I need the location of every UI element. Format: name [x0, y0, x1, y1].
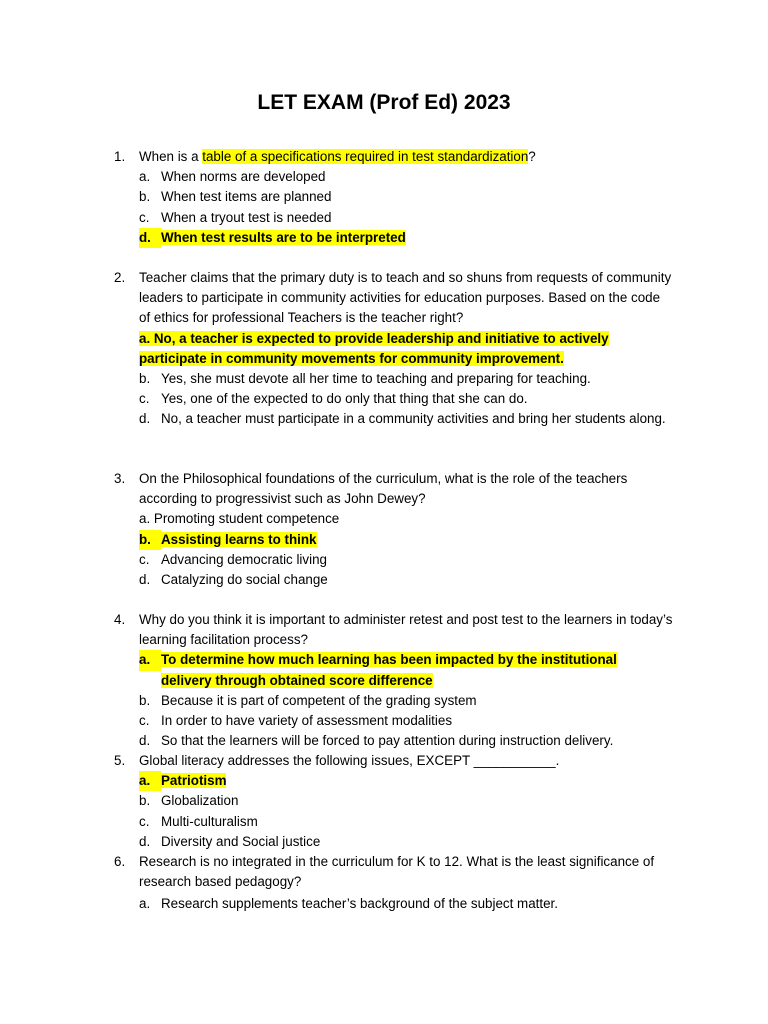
option-a-answer: a. Patriotism [139, 771, 674, 791]
highlighted-answer: Patriotism [161, 773, 227, 789]
question-text: Research is no integrated in the curriculum for K to 12. What is the least significance of research based pedagogy? [139, 854, 655, 890]
option-c: c. When a tryout test is needed [139, 209, 332, 225]
option-a: a. When norms are developed [139, 169, 326, 185]
question-text: When is a table of a specifications required in test standardization? [139, 149, 536, 164]
option-a-answer [139, 329, 674, 369]
highlighted-answer-line-2: delivery through obtained score difference [161, 672, 433, 688]
question-text: Global literacy addresses the following issues, EXCEPT ___________. [139, 753, 560, 768]
highlighted-answer: Assisting learns to think [161, 531, 317, 547]
option-c: c. In order to have variety of assessment modalities [139, 713, 453, 729]
option-d: d. Catalyzing do social change [139, 572, 328, 588]
question-5 [114, 751, 674, 852]
option-b: b. Yes, she must devote all her time to teaching and preparing for teaching. [139, 371, 591, 387]
option-c: c. Advancing democratic living [139, 551, 327, 567]
question-text: On the Philosophical foundations of the curriculum, what is the role of the teachers according to progressivist such as John Dewey? [139, 471, 628, 507]
question-3 [114, 469, 674, 590]
question-text: Why do you think it is important to administer retest and post test to the learners in today’s learning facilitation process? [139, 612, 673, 648]
option-b: b. Because it is part of competent of the grading system [139, 692, 477, 708]
highlighted-text: table of a specifications required in test standardization [202, 149, 529, 164]
option-d: d. No, a teacher must participate in a community activities and bring her students along. [139, 411, 666, 427]
question-number: 5. [114, 753, 126, 768]
question-number: 2. [114, 270, 126, 285]
question-text: Teacher claims that the primary duty is to teach and so shuns from requests of community leaders to participate in community activities for education purposes. Based on the code of ethics for professional Teachers is the teacher right? [139, 270, 672, 326]
option-c: c. Multi-culturalism [139, 813, 258, 829]
question-number: 1. [114, 149, 126, 164]
option-d-answer: d. When test results are to be interpreted [139, 228, 674, 248]
option-a: a. Research supplements teacher’s background of the subject matter. [139, 896, 558, 912]
page-title: LET EXAM (Prof Ed) 2023 [257, 91, 511, 114]
question-6 [114, 852, 674, 915]
highlighted-answer-line-1: To determine how much learning has been impacted by the institutional [161, 652, 617, 668]
option-a: a. Promoting student competence [139, 511, 340, 527]
question-1 [114, 147, 674, 248]
option-b: b. When test items are planned [139, 189, 332, 205]
option-c: c. Yes, one of the expected to do only that thing that she can do. [139, 391, 528, 407]
question-number: 6. [114, 854, 126, 869]
option-b-answer: b. Assisting learns to think [139, 530, 674, 550]
highlighted-answer-line-1: a. No, a teacher is expected to provide leadership and initiative to actively [139, 330, 609, 346]
question-number: 4. [114, 612, 126, 627]
highlighted-answer-line-2: participate in community movements for community improvement. [139, 350, 564, 366]
option-a-answer: a. To determine how much learning has been impacted by the institutional delivery through obtained score difference [139, 652, 617, 688]
option-b: b. Globalization [139, 793, 239, 809]
question-2 [114, 268, 674, 430]
question-4 [114, 610, 674, 751]
option-d: d. So that the learners will be forced to pay attention during instruction delivery. [139, 733, 614, 749]
highlighted-answer: When test results are to be interpreted [161, 229, 406, 245]
option-d: d. Diversity and Social justice [139, 833, 321, 849]
question-number: 3. [114, 471, 126, 486]
